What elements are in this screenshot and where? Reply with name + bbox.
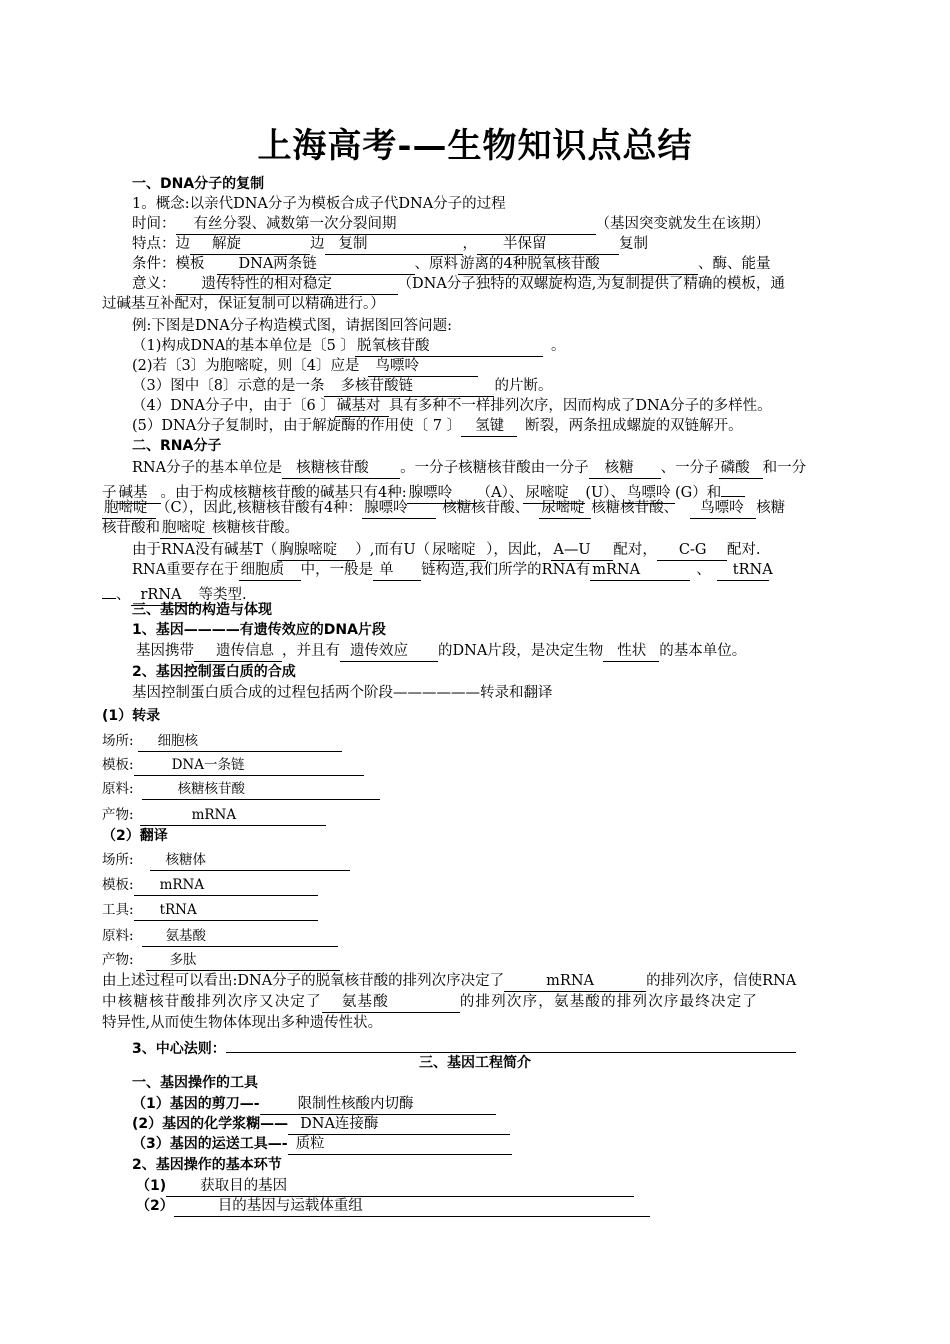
transcription-raw-label: 原料:: [102, 781, 134, 797]
step-2-label: （2）: [136, 1198, 174, 1214]
condition-label: 条件：模板: [132, 256, 205, 272]
translation-template-label: 模板:: [102, 877, 134, 893]
summary-line-2-a: 中核糖核苷酸排列次序又决定了: [102, 994, 322, 1010]
translation-tool-answer: tRNA: [134, 902, 318, 921]
step-1-answer: 获取目的基因: [166, 1178, 634, 1197]
question-3: [132, 376, 552, 396]
feature-mid: 边: [310, 236, 325, 252]
rna-line-7: [102, 580, 247, 603]
translation-site-answer: 核糖体: [150, 852, 350, 871]
rna-line-2: [102, 478, 745, 501]
rna-answer-trna: tRNA: [717, 562, 769, 581]
rna-line-4-a: 核苷酸和: [102, 520, 160, 536]
question-5-text: (5）DNA分子复制时，由于解旋酶的作用使〔 7 〕: [132, 418, 462, 434]
rna-line-1-d: 和一分: [762, 460, 807, 476]
rna-line-5: [132, 540, 760, 560]
rna-line-3-d: 核糖: [756, 500, 786, 516]
step-1-label: （1): [136, 1178, 167, 1194]
rna-answer-uracil-2: 尿嘧啶: [539, 500, 591, 519]
page-title: 上海高考-—生物知识点总结: [257, 126, 693, 166]
transcription-site-label: 场所:: [102, 733, 134, 749]
rna-answer-thymine: 胸腺嘧啶: [277, 542, 355, 561]
summary-answer-mrna: mRNA: [504, 973, 646, 992]
gene-line-c: 的DNA片段，是决定生物: [438, 643, 604, 659]
rna-answer-au: A—U: [551, 542, 613, 561]
gene-line-a: 基因携带: [136, 643, 194, 659]
question-1: [132, 336, 566, 356]
rna-blank: [102, 580, 116, 599]
translation-product-label: 产物:: [102, 952, 134, 968]
summary-line-1-b: 的排列次序，信使RNA: [646, 973, 797, 989]
rna-answer-base: 碱基: [117, 485, 161, 504]
rna-line-4: [102, 518, 299, 538]
rna-line-4-b: 核糖核苷酸。: [212, 520, 299, 536]
tool-vector-answer: 质粒: [288, 1136, 512, 1155]
rna-answer-guanine-2: 鸟嘌呤: [690, 500, 756, 519]
transcription-raw-answer: 核糖核苷酸: [142, 781, 380, 800]
translation-product: [102, 950, 340, 970]
question-2-answer: 鸟嘌呤: [368, 358, 478, 377]
transcription-site: [102, 731, 342, 751]
translation-site-label: 场所:: [102, 852, 134, 868]
transcription-template-answer: DNA一条链: [134, 757, 364, 776]
rna-answer-cytoplasm: 细胞质: [239, 562, 301, 581]
rna-line-1-c: 、一分子: [660, 460, 719, 476]
tool-glue-label: (2）基因的化学浆糊——: [132, 1116, 289, 1132]
gene-definition-heading: 1、基因————有遗传效应的DNA片段: [132, 622, 386, 638]
feature-answer-a: 解旋: [190, 236, 310, 255]
gene-answer-effect: 遗传效应: [340, 643, 438, 662]
rna-line-6-c: 链构造,我们所学的RNA有: [421, 562, 591, 578]
section-heading-dna-replication: 一、DNA分子的复制: [132, 176, 265, 192]
rna-line-3-a: （C），因此,核糖核苷酸有4种：: [156, 500, 363, 516]
condition-line: [132, 254, 771, 274]
tool-vector: [132, 1134, 512, 1154]
question-3-end: 的片断。: [494, 378, 553, 394]
summary-line-1: [102, 971, 796, 991]
time-answer: 有丝分裂、减数第一次分裂间期: [176, 216, 596, 235]
transcription-template-label: 模板:: [102, 757, 134, 773]
gene-answer-trait: 性状: [603, 643, 659, 662]
rna-line-7-a: 、: [116, 587, 131, 603]
translation-heading: （2）翻译: [102, 828, 168, 844]
rna-answer-mrna: mRNA: [590, 562, 690, 581]
rna-answer-uracil: 尿嘧啶: [523, 485, 585, 504]
tool-scissors-answer: 限制性核酸内切酶: [260, 1096, 496, 1115]
gene-line-b: ，并且有: [282, 643, 340, 659]
rna-answer-cg: C-G: [657, 542, 727, 561]
question-5: [132, 416, 743, 436]
rna-line-1-a: RNA分子的基本单位是: [132, 460, 283, 476]
rna-answer-guanine: 鸟嘌呤: [625, 485, 675, 504]
gene-definition-line: [136, 641, 746, 661]
translation-raw-label: 原料:: [102, 928, 134, 944]
rna-answer-rrna: rRNA: [131, 587, 199, 606]
summary-line-1-a: 由上述过程可以看出:DNA分子的脱氧核苷酸的排列次序决定了: [102, 973, 505, 989]
tool-scissors-label: （1）基因的剪刀—-: [132, 1096, 260, 1112]
feature-answer-c: 半保留: [477, 236, 619, 255]
tools-heading: 一、基因操作的工具: [132, 1075, 258, 1091]
rna-line-3: [102, 498, 785, 518]
time-note: （基因突变就发生在该期）: [595, 216, 770, 232]
gene-line-d: 的基本单位。: [659, 643, 747, 659]
question-2: [132, 356, 478, 376]
rna-answer-cytosine-2: 胞嘧啶: [160, 520, 212, 539]
step-2-answer: 目的基因与运载体重组: [174, 1198, 650, 1217]
translation-template: [102, 875, 318, 895]
meaning-rest-2: 过碱基互补配对，保证复制可以精确进行。）: [102, 296, 385, 312]
transcription-raw: [102, 779, 380, 799]
steps-heading: 2、基因操作的基本环节: [132, 1157, 282, 1173]
translation-tool: [102, 900, 318, 920]
rna-line-6-d: 、: [696, 562, 711, 578]
condition-mid: 、原料: [414, 256, 458, 272]
condition-answer-a: DNA两条链: [217, 256, 415, 275]
meaning-answer: 遗传特性的相对稳定: [176, 276, 398, 295]
transcription-site-answer: 细胞核: [138, 733, 342, 752]
rna-line-5-c: ），因此，: [486, 542, 552, 558]
rna-answer-uracil-3: 尿嘧啶: [430, 542, 486, 561]
rna-answer-nucleotide: 核糖核苷酸: [282, 460, 400, 479]
translation-raw-answer: 氨基酸: [142, 928, 338, 947]
section-heading-gene-structure: 三、基因的构造与体现: [132, 602, 272, 618]
rna-answer-blank: [721, 478, 745, 497]
protein-synthesis-heading: 2、基因控制蛋白质的合成: [132, 664, 296, 680]
tool-glue: [132, 1114, 510, 1134]
meaning-line: [132, 274, 785, 294]
rna-line-2-c: （A）、: [476, 485, 524, 501]
tool-glue-answer: DNA连接酶: [288, 1116, 510, 1135]
protein-synthesis-intro: 基因控制蛋白质合成的过程包括两个阶段——————转录和翻译: [132, 685, 553, 701]
question-3-text: （3）图中〔8〕示意的是一条: [132, 378, 325, 394]
question-3-answer: 多核苷酸链: [324, 378, 494, 397]
section-heading-genetic-engineering: 三、基因工程简介: [419, 1055, 531, 1071]
tool-vector-label: （3）基因的运送工具—-: [132, 1136, 288, 1152]
rna-line-7-b: 等类型.: [198, 587, 247, 603]
time-line: [132, 214, 770, 234]
question-4-end: 具有多种不一样排列次序，因而构成了DNA分子的多样性。: [388, 398, 772, 414]
question-1-answer: 脱氧核苷酸: [355, 338, 543, 357]
rna-line-5-d: 配对，: [613, 542, 657, 558]
step-2: [136, 1196, 650, 1216]
rna-line-2-e: (G）和: [674, 485, 722, 501]
section-heading-rna: 二、RNA分子: [132, 438, 222, 454]
question-4-answer: 碱基对: [335, 398, 389, 417]
time-label: 时间：: [132, 216, 176, 232]
transcription-heading: (1）转录: [102, 708, 161, 724]
rna-line-2-a: 子: [102, 485, 117, 501]
feature-answer-b: 复制: [325, 236, 463, 255]
rna-line-1: [132, 458, 806, 478]
concept-line: 1。概念:以亲代DNA分子为模板合成子代DNA分子的过程: [132, 196, 506, 212]
translation-site: [102, 850, 350, 870]
question-5-answer: 氢键: [461, 418, 517, 437]
rna-line-5-b: ）,而有U（: [355, 542, 431, 558]
transcription-template: [102, 755, 364, 775]
question-4: [132, 396, 772, 416]
rna-answer-adenine-2: 腺嘌呤: [362, 500, 436, 519]
rna-answer-cytosine: 胞嘧啶: [102, 500, 156, 519]
summary-line-2: [102, 992, 758, 1012]
question-1-text: （1)构成DNA的基本单位是〔5 〕: [132, 338, 356, 354]
transcription-product-label: 产物:: [102, 807, 134, 823]
summary-line-3: 特异性,从而使生物体体现出多种遗传性状。: [102, 1015, 383, 1031]
question-2-text: (2)若〔3〕为胞嘧啶，则〔4〕应是: [132, 358, 360, 374]
rna-answer-single: 单: [373, 562, 421, 581]
feature-end: 复制: [619, 236, 648, 252]
central-dogma-label: 3、中心法则：: [132, 1041, 226, 1057]
rna-answer-phosphate: 磷酸: [719, 460, 763, 479]
rna-line-6-b: 中，一般是: [300, 562, 374, 578]
rna-line-5-a: 由于RNA没有碱基T（: [132, 542, 278, 558]
rna-line-2-d: (U）、: [585, 485, 625, 501]
feature-line: [132, 234, 648, 254]
rna-line-5-e: 配对.: [726, 542, 761, 558]
condition-end: 、酶、能量: [698, 256, 771, 272]
question-1-end: 。: [551, 338, 566, 354]
summary-line-2-b: 的排列次序，氨基酸的排列次序最终决定了: [459, 994, 759, 1010]
rna-line-6: [132, 560, 773, 580]
rna-line-6-a: RNA重要存在于: [132, 562, 239, 578]
meaning-rest: （DNA分子独特的双螺旋构造,为复制提供了精确的模板，通: [397, 276, 785, 292]
feature-label: 特点：边: [132, 236, 190, 252]
transcription-product: [102, 805, 326, 825]
rna-line-3-c: 核糖核苷酸、: [591, 500, 679, 516]
rna-line-3-b: 核糖核苷酸、: [442, 500, 530, 516]
translation-raw: [102, 926, 338, 946]
translation-template-answer: mRNA: [134, 877, 318, 896]
meaning-label: 意义：: [132, 276, 176, 292]
gene-answer-info: 遗传信息: [194, 643, 282, 662]
transcription-product-answer: mRNA: [140, 807, 326, 826]
question-4-text: （4）DNA分子中，由于〔6 〕: [132, 398, 335, 414]
question-5-end: 断裂，两条扭成螺旋的双链解开。: [525, 418, 743, 434]
rna-answer-ribose: 核糖: [589, 460, 661, 479]
summary-answer-amino: 氨基酸: [322, 994, 460, 1013]
condition-answer-b: 游离的4种脱氧核苷酸: [458, 256, 698, 275]
translation-product-answer: 多肽: [146, 952, 340, 971]
rna-line-2-b: 。由于构成核糖核苷酸的碱基只有4种:: [160, 485, 407, 501]
step-1: [136, 1176, 634, 1196]
tool-scissors: [132, 1094, 496, 1114]
feature-comma: ，: [462, 236, 477, 252]
rna-answer-adenine: 腺嘌呤: [407, 485, 477, 504]
central-dogma-line: [132, 1034, 796, 1057]
central-dogma-blank: [226, 1034, 796, 1053]
rna-line-1-b: 。一分子核糖核苷酸由一分子: [400, 460, 589, 476]
translation-tool-label: 工具:: [102, 902, 134, 918]
example-intro: 例:下图是DNA分子构造模式图，请据图回答问题:: [132, 318, 453, 334]
